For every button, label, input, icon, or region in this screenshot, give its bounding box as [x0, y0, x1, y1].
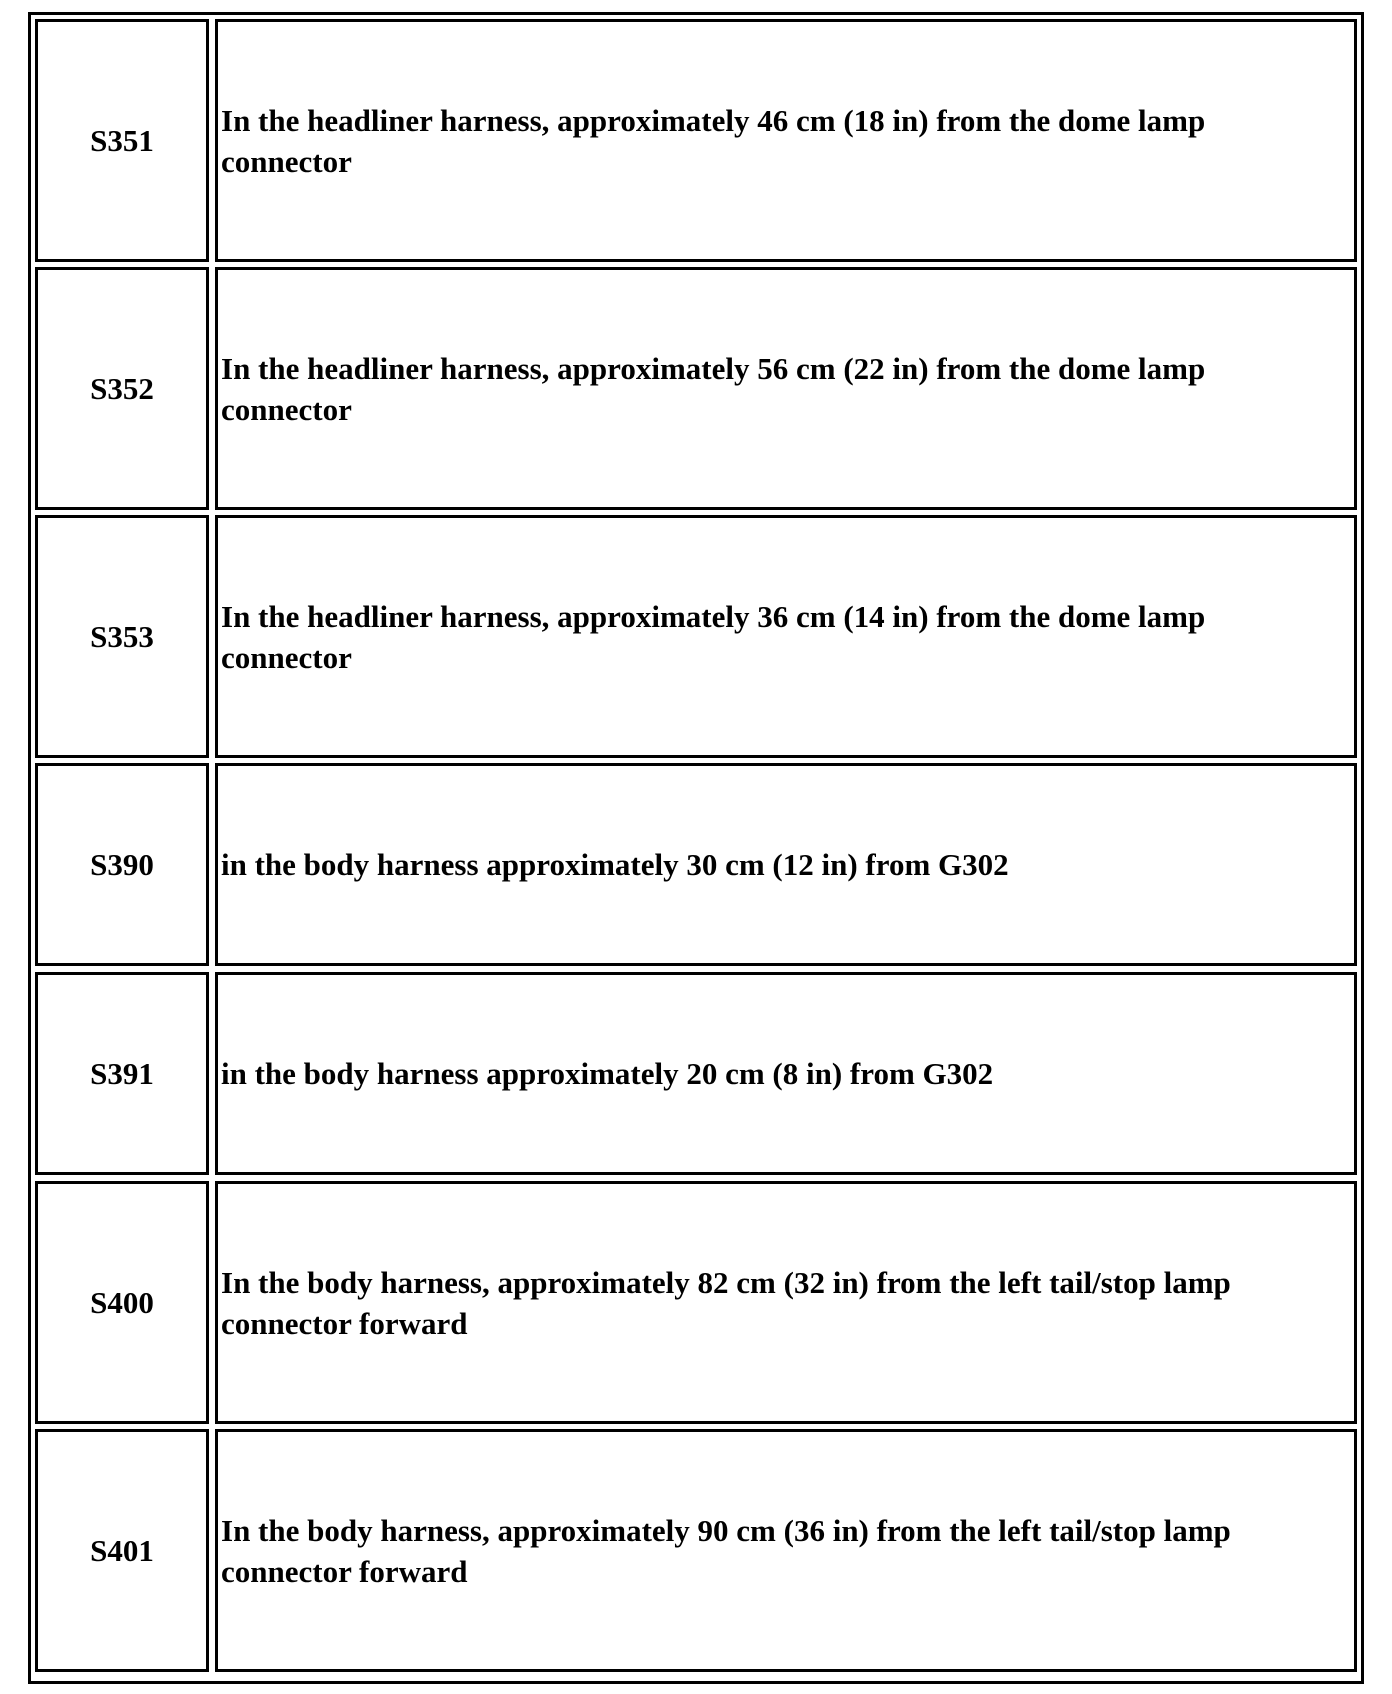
table-row-description-cell	[215, 515, 1357, 758]
table-row-description-cell	[215, 1429, 1357, 1672]
splice-code: S390	[90, 846, 154, 882]
table-row-description-cell	[215, 19, 1357, 262]
splice-code: S352	[90, 370, 154, 406]
splice-description: in the body harness approximately 20 cm (8 in) from G302	[221, 1056, 994, 1091]
splice-code: S401	[90, 1532, 154, 1568]
table-row-code-cell	[35, 1429, 209, 1672]
splice-code: S391	[90, 1055, 154, 1091]
splice-description: In the body harness, approximately 90 cm (36 in) from the left tail/stop lamp connector forward	[221, 1512, 1231, 1589]
splice-description: In the headliner harness, approximately 56 cm (22 in) from the dome lamp connector	[221, 350, 1206, 427]
splice-code: S353	[90, 618, 154, 654]
table-row-description-cell	[215, 267, 1357, 510]
table-row-code-cell	[35, 515, 209, 758]
splice-code: S400	[90, 1284, 154, 1320]
table-row-description-cell	[215, 972, 1357, 1175]
table-row-code-cell	[35, 267, 209, 510]
table-row-code-cell	[35, 19, 209, 262]
splice-description: In the body harness, approximately 82 cm (32 in) from the left tail/stop lamp connector forward	[221, 1264, 1231, 1341]
table-row-code-cell	[35, 972, 209, 1175]
table-row-code-cell	[35, 763, 209, 966]
table-row-code-cell	[35, 1181, 209, 1424]
splice-description: in the body harness approximately 30 cm (12 in) from G302	[221, 847, 1009, 882]
splice-description: In the headliner harness, approximately 46 cm (18 in) from the dome lamp connector	[221, 102, 1206, 179]
table-row-description-cell	[215, 763, 1357, 966]
splice-code: S351	[90, 122, 154, 158]
table-row-description-cell	[215, 1181, 1357, 1424]
splice-description: In the headliner harness, approximately 36 cm (14 in) from the dome lamp connector	[221, 598, 1206, 675]
